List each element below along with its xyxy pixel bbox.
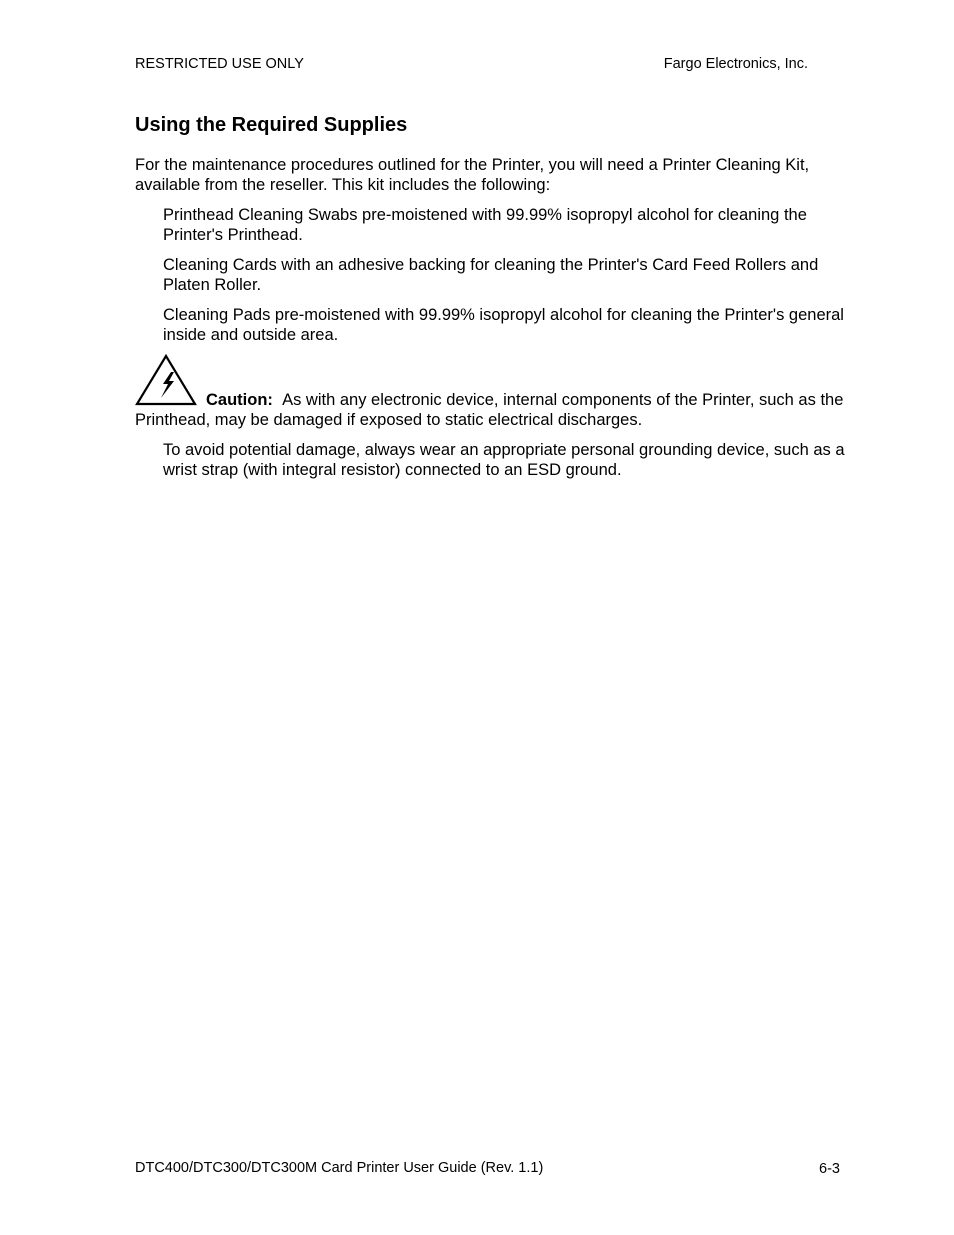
list-item: Cleaning Pads pre-moistened with 99.99% isopropyl alcohol for cleaning the Printer's general inside and outside area. [163,306,844,344]
section-title: Using the Required Supplies [135,114,408,136]
page-header-left: RESTRICTED USE ONLY [135,56,304,72]
list-item: Cleaning Cards with an adhesive backing for cleaning the Printer's Card Feed Rollers and Platen Roller. [163,256,819,294]
caution-message: As with any electronic device, internal components of the Printer, such as the Printhead, may be damaged if exposed to static electrical discharges. [135,391,844,429]
intro-paragraph: For the maintenance procedures outlined for the Printer, you will need a Printer Cleaning Kit, available from the reseller. This kit includes the following: [135,156,810,194]
page-footer-left: DTC400/DTC300/DTC300M Card Printer User Guide (Rev. 1.1) [135,1160,544,1176]
list-item: Printhead Cleaning Swabs pre-moistened with 99.99% isopropyl alcohol for cleaning the Printer's Printhead. [163,206,807,244]
page-number: 6-3 [819,1161,840,1177]
avoid-damage-note: To avoid potential damage, always wear an appropriate personal grounding device, such as a wrist strap (with integral resistor) connected to an ESD ground. [163,441,845,479]
caution-text [135,390,847,430]
caution-label: Caution: [206,391,273,409]
page-header-right: Fargo Electronics, Inc. [663,56,808,72]
